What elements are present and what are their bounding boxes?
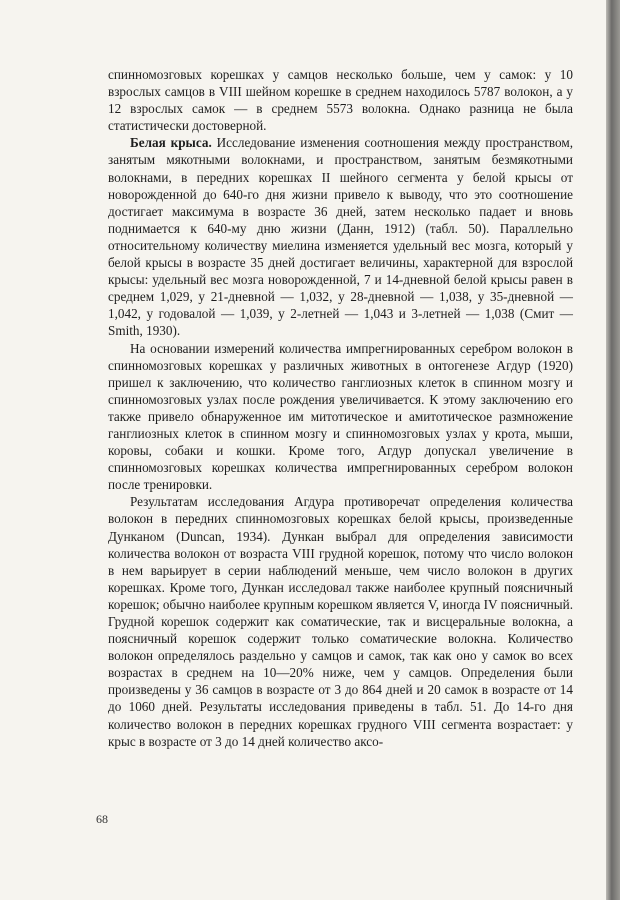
paragraph-3: На основании измерений количества импрегнированных серебром волокон в спинномозговых корешках у различных животных в онтогенезе Агдур (1920) пришел к заключению, что количество ганглиозных клеток в спинном мозгу и спинномозговых узлах после рождения увеличивается. К этому заключению его также привело обнаруженное им митотическое и амитотическое размножение ганглиозных клеток в спинном мозгу и спинномозговых узлах у крота, мыши, коровы, собаки и кошки. Кроме того, Агдур допускал увеличение в спинномозговых корешках количества импрегнированных серебром волокон после тренировки. [108, 340, 573, 493]
text-body [108, 66, 573, 750]
book-gutter-shadow [606, 0, 620, 900]
paragraph-1: спинномозговых корешках у самцов несколько больше, чем у самок: у 10 взрослых самцов в VIII шейном корешке в среднем находилось 5787 волокон, а у 12 взрослых самок — в среднем 5573 волокна. Однако разница не была статистически достоверной. [108, 67, 573, 134]
paragraph-4: Результатам исследования Агдура противоречат определения количества волокон в передних спинномозговых корешках белой крысы, произведенные Дунканом (Duncan, 1934). Дункан выбрал для определения зависимости количества волокон от возраста VIII грудной корешок, потому что число волокон в нем варьирует в серии наблюдений меньше, чем число волокон в других корешках. Кроме того, Дункан исследовал также наиболее крупный поясничный корешок; обычно наиболее крупным корешком является V, иногда IV поясничный. Грудной корешок содержит как соматические, так и висцеральные волокна, а поясничный корешок содержит только соматические волокна. Количество волокон определялось раздельно у самцов и самок, так как оно у самок во всех возрастах в среднем на 10—20% ниже, чем у самцов. Определения были произведены у 36 самцов в возрасте от 3 до 864 дней и 20 самок в возрасте от 14 до 1060 дней. Результаты исследования приведены в табл. 51. До 14-го дня количество волокон в передних корешках грудного VIII сегмента возрастает: у крыс в возрасте от 3 до 14 дней количество аксо- [108, 494, 573, 749]
run-in-heading: Белая крыса. [130, 135, 212, 151]
paragraph-2: Белая крыса. Исследование изменения соотношения между пространством, занятым мякотными волокнами, и пространством, занятым безмякотными волокнами, в передних корешках II шейного сегмента у белой крысы от новорожденной до 640-го дня жизни привело к выводу, что это соотношение достигает максимума в возрасте 36 дней, затем несколько падает и вновь поднимается к 640-му дню жизни (Данн, 1912) (табл. 50). Параллельно относительному количеству миелина изменяется удельный вес мозга, который у белой крысы в возрасте 35 дней достигает величины, характерной для взрослой крысы: удельный вес мозга новорожденной, 7 и 14-дневной белой крысы равен в среднем 1,029, у 21-дневной — 1,032, у 28-дневной — 1,038, у 35-дневной — 1,042, у годовалой — 1,039, у 2-летней — 1,043 и 3-летней — 1,038 (Смит — Smith, 1930). [108, 135, 573, 339]
page-number: 68 [96, 812, 108, 826]
